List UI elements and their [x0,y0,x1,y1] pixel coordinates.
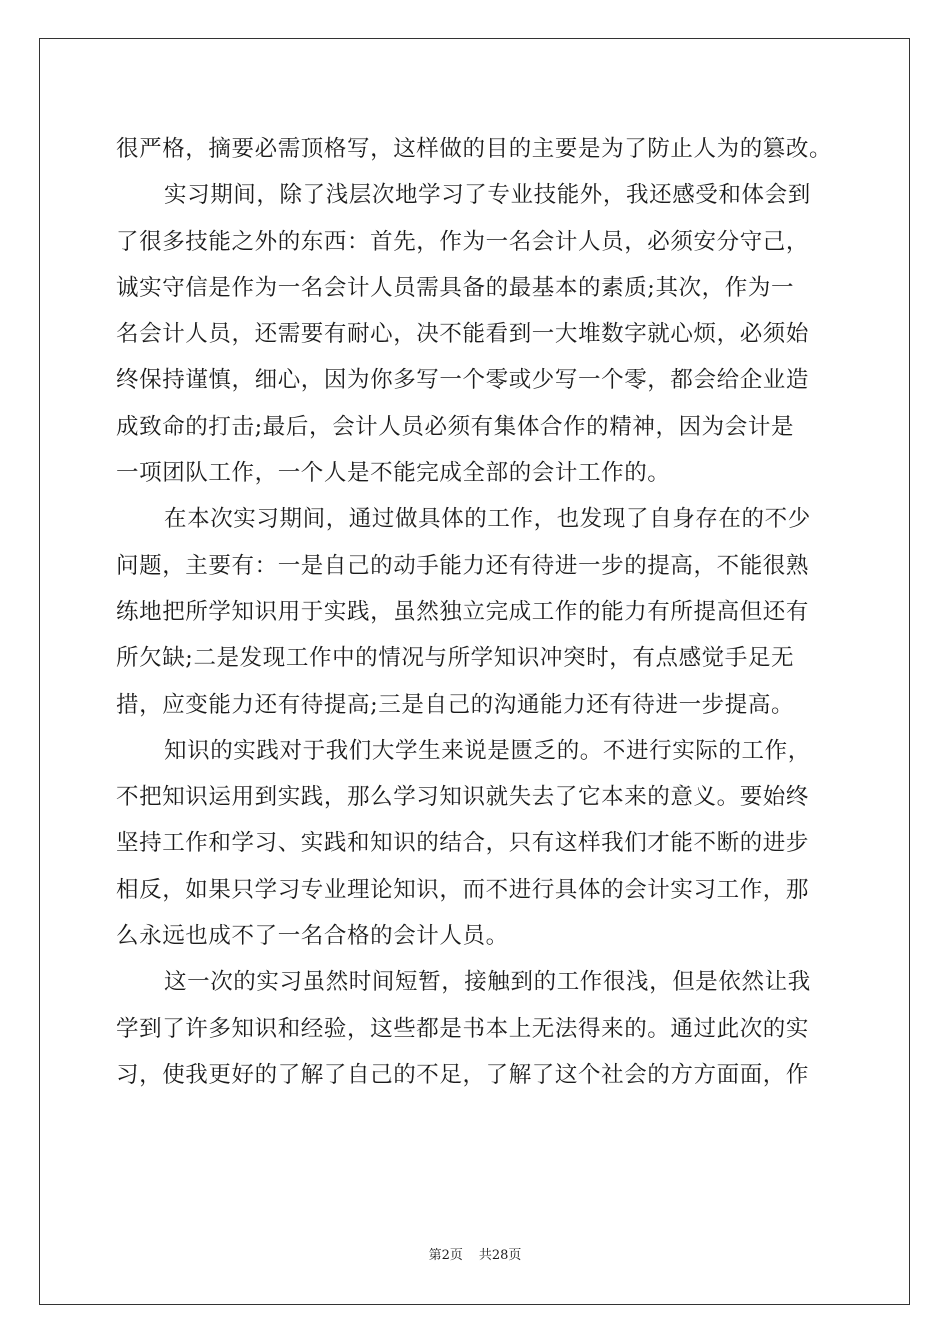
total-pages: 共28页 [478,1248,522,1263]
text-line: 成致命的打击;最后，会计人员必须有集体合作的精神，因为会计是 [116,413,795,440]
text-line: 练地把所学知识用于实践，虽然独立完成工作的能力有所提高但还有 [116,598,810,625]
text-line: 诚实守信是作为一名会计人员需具备的最基本的素质;其次，作为一 [116,274,795,301]
text-line: 不把知识运用到实践，那么学习知识就失去了它本来的意义。要始终 [116,784,810,811]
text-line: 么永远也成不了一名合格的会计人员。 [116,923,509,950]
text-line: 很严格，摘要必需顶格写，这样做的目的主要是为了防止人为的篡改。 [116,136,833,162]
paragraph-start-line: 知识的实践对于我们大学生来说是匮乏的。不进行实际的工作， [164,737,811,764]
text-line: 所欠缺;二是发现工作中的情况与所学知识冲突时，有点感觉手足无 [116,645,795,672]
text-line: 相反，如果只学习专业理论知识，而不进行具体的会计实习工作，那 [116,876,810,903]
page-number: 第2页 [428,1248,463,1263]
text-line: 学到了许多知识和经验，这些都是书本上无法得来的。通过此次的实 [116,1015,810,1042]
paragraph-start-line: 实习期间，除了浅层次地学习了专业技能外，我还感受和体会到 [164,182,811,209]
text-line: 坚持工作和学习、实践和知识的结合，只有这样我们才能不断的进步 [116,830,810,857]
paragraph-start-line: 这一次的实习虽然时间短暂，接触到的工作很浅，但是依然让我 [164,969,811,996]
text-line: 问题，主要有：一是自己的动手能力还有待进一步的提高，不能很熟 [116,552,810,579]
text-line: 措，应变能力还有待提高;三是自己的沟通能力还有待进一步提高。 [116,691,795,718]
text-line: 了很多技能之外的东西：首先，作为一名会计人员，必须安分守己， [116,228,810,255]
paragraph-start-line: 在本次实习期间，通过做具体的工作，也发现了自身存在的不少 [164,506,811,533]
text-line: 名会计人员，还需要有耐心，决不能看到一大堆数字就心烦，必须始 [116,321,810,348]
page-footer [0,1247,950,1265]
text-line: 终保持谨慎，细心，因为你多写一个零或少写一个零，都会给企业造 [116,367,810,394]
text-line: 习，使我更好的了解了自己的不足，了解了这个社会的方方面面，作 [116,1061,810,1088]
document-body [116,126,838,1098]
text-line: 一项团队工作，一个人是不能完成全部的会计工作的。 [116,460,671,487]
